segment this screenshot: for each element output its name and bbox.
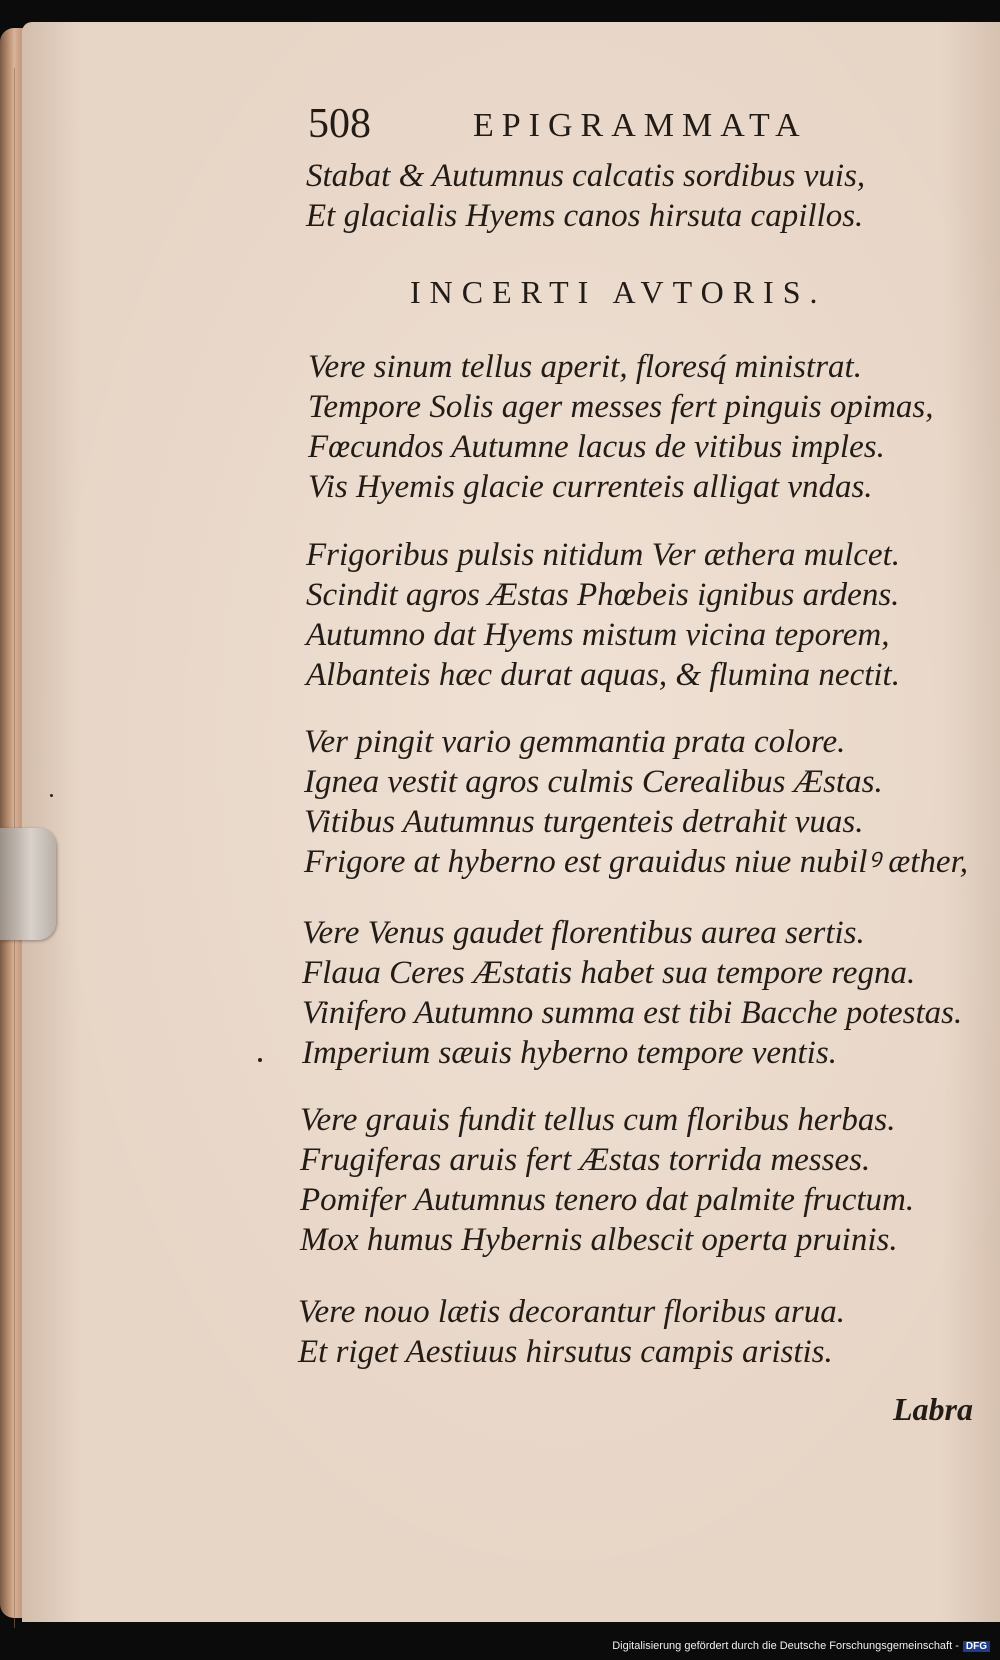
verse-line: Frigoribus pulsis nitidum Ver æthera mulcet. bbox=[306, 537, 900, 573]
verse-line: Vere sinum tellus aperit, floresq́ ministrat. bbox=[308, 349, 862, 385]
stanza-2 bbox=[306, 535, 946, 695]
page-header bbox=[308, 100, 828, 148]
verse-line: Vinifero Autumno summa est tibi Bacche potestas. bbox=[302, 995, 963, 1031]
verse-line: Et glacialis Hyems canos hirsuta capillos. bbox=[306, 198, 864, 234]
verse-line: Fœcundos Autumne lacus de vitibus imples. bbox=[308, 429, 885, 465]
verse-line: Mox humus Hybernis albescit operta pruinis. bbox=[300, 1222, 898, 1258]
verse-line: Vitibus Autumnus turgenteis detrahit vuas. bbox=[304, 804, 864, 840]
verse-line: Frugiferas aruis fert Æstas torrida messes. bbox=[300, 1142, 871, 1178]
verse-line: Pomifer Autumnus tenero dat palmite fructum. bbox=[300, 1182, 915, 1218]
stanza-1 bbox=[308, 347, 948, 507]
verse-line: Vere nouo lætis decorantur floribus arua. bbox=[298, 1294, 845, 1330]
verse-line: Scindit agros Æstas Phœbeis ignibus ardens. bbox=[306, 577, 900, 613]
stanza-4 bbox=[302, 913, 963, 1073]
verse-line: Tempore Solis ager messes fert pinguis opimas, bbox=[308, 389, 934, 425]
dfg-logo: DFG bbox=[963, 1641, 990, 1652]
verse-line: Vere grauis fundit tellus cum floribus herbas. bbox=[300, 1102, 896, 1138]
stanza-6 bbox=[298, 1292, 938, 1372]
page-number: 508 bbox=[308, 101, 371, 147]
verse-line: Albanteis hæc durat aquas, & flumina nectit. bbox=[306, 657, 900, 693]
stanza-5 bbox=[300, 1100, 940, 1260]
verse-line: Ignea vestit agros culmis Cerealibus Æstas. bbox=[304, 764, 883, 800]
verse-line: Flaua Ceres Æstatis habet sua tempore regna. bbox=[302, 955, 916, 991]
verse-line: Ver pingit vario gemmantia prata colore. bbox=[304, 724, 846, 760]
verse-line: Frigore at hyberno est grauidus niue nubilꝰ æther, bbox=[304, 844, 969, 880]
page-clip bbox=[0, 828, 56, 940]
digitization-footer bbox=[612, 1640, 990, 1658]
catchword: Labra bbox=[893, 1391, 973, 1427]
section-title: INCERTI AVTORIS. bbox=[410, 274, 827, 310]
stanza-3 bbox=[304, 722, 969, 882]
verse-line: Vis Hyemis glacie currenteis alligat vndas. bbox=[308, 469, 873, 505]
ink-speck bbox=[50, 794, 53, 797]
running-head: EPIGRAMMATA bbox=[473, 107, 808, 144]
ink-speck bbox=[258, 1058, 262, 1062]
verse-line: Imperium sæuis hyberno tempore ventis. bbox=[302, 1035, 837, 1071]
opening-lines bbox=[306, 156, 946, 236]
verse-line: Vere Venus gaudet florentibus aurea sertis. bbox=[302, 915, 865, 951]
footer-text: Digitalisierung gefördert durch die Deutsche Forschungsgemeinschaft - bbox=[612, 1640, 959, 1652]
verse-line: Stabat & Autumnus calcatis sordibus vuis, bbox=[306, 158, 866, 194]
verse-line: Autumno dat Hyems mistum vicina teporem, bbox=[306, 617, 890, 653]
verse-line: Et riget Aestiuus hirsutus campis aristis. bbox=[298, 1334, 833, 1370]
